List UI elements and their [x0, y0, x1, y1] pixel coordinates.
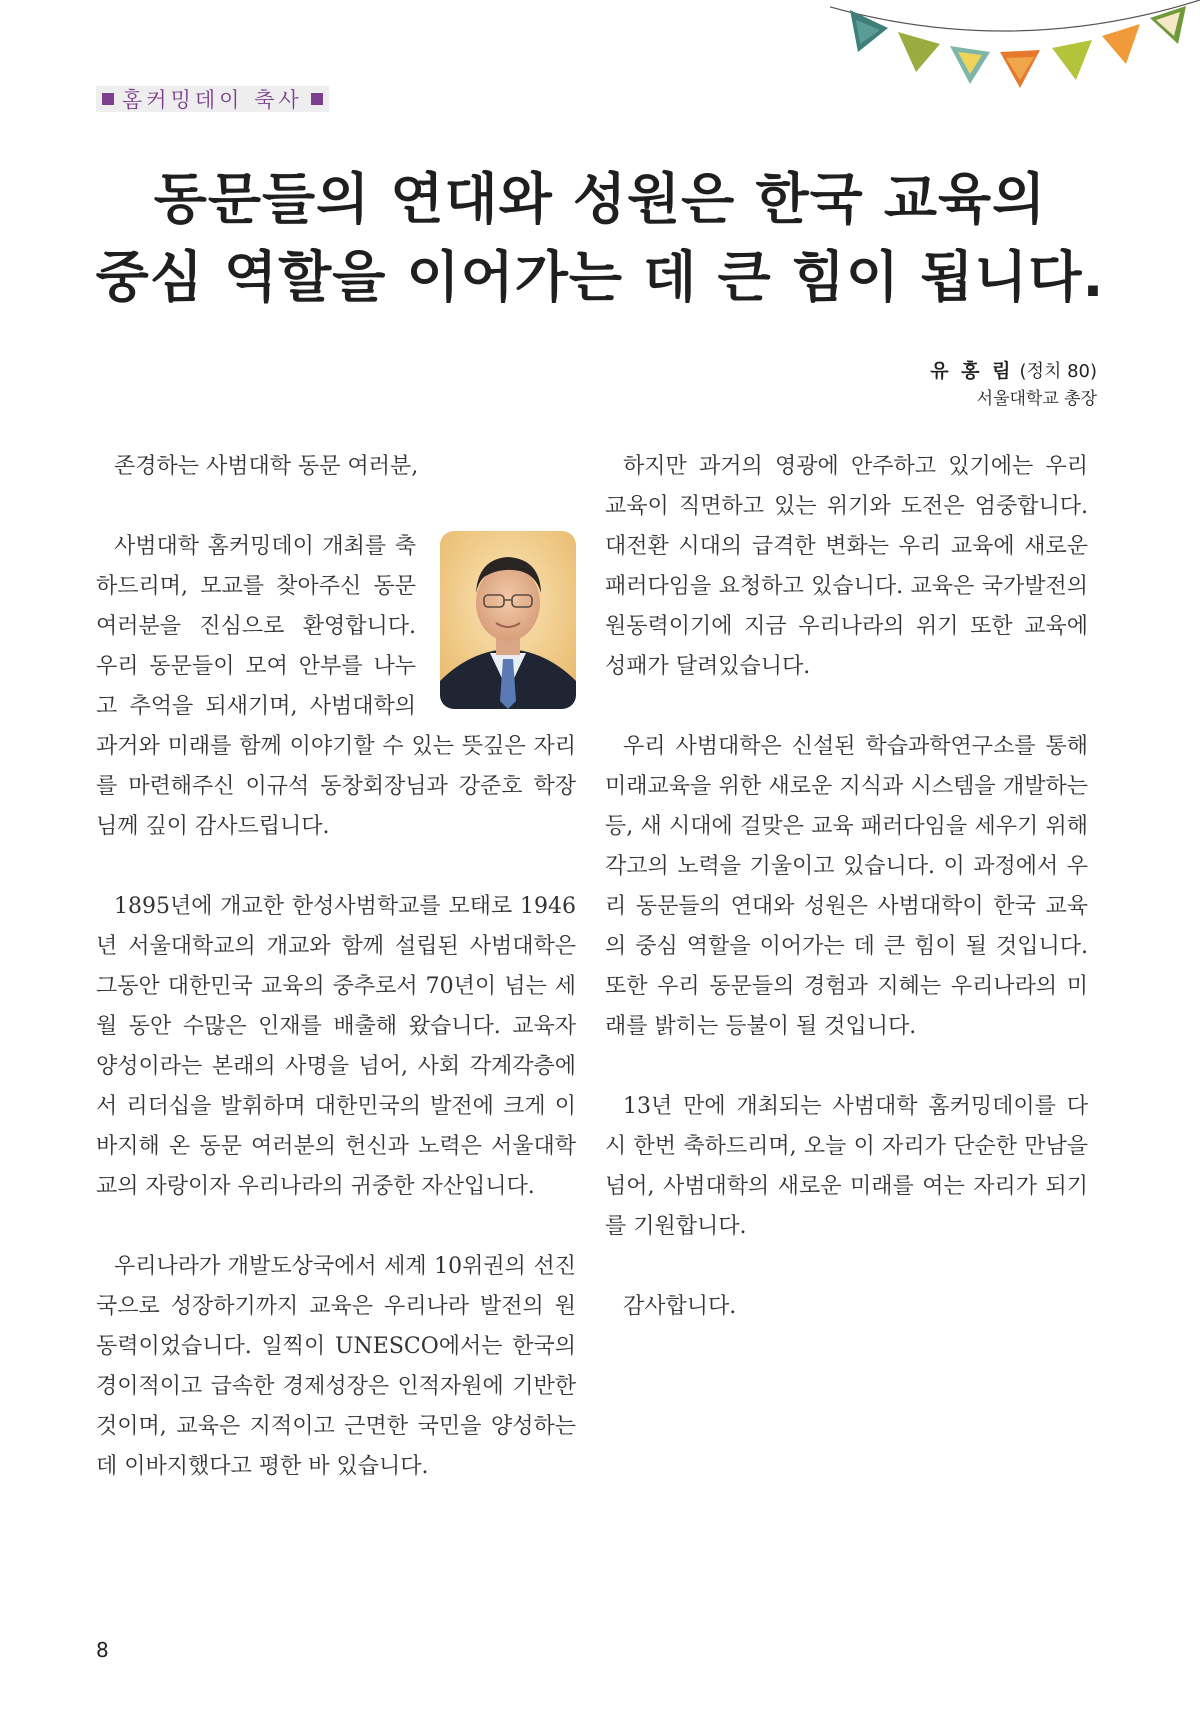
- paragraph: 우리 사범대학은 신설된 학습과학연구소를 통해 미래교육을 위한 새로운 지식과 시스템을 개발하는 등, 새 시대에 걸맞은 교육 패러다임을 세우기 위해 각고의 노력을 기울이고 있습니다. 이 과정에서 우리 동문들의 연대와 성원은 사범대학이 한국 교육의 중심 역할을 이어가는 데 큰 힘이 될 것입니다. 또한 우리 동문들의 경험과 지혜는 우리나라의 미래를 밝히는 등불이 될 것입니다.: [605, 734, 1088, 1039]
- author-name: 유 홍 림: [930, 360, 1014, 382]
- paragraph: 존경하는 사범대학 동문 여러분,: [114, 454, 419, 479]
- page-number: 8: [96, 1638, 109, 1662]
- square-bullet-icon: [311, 93, 323, 105]
- bunting-flags-icon: [830, 0, 1200, 110]
- author-affiliation: (정치 80): [1019, 361, 1097, 382]
- byline: [930, 358, 1097, 413]
- paragraph: 13년 만에 개최되는 사범대학 홈커밍데이를 다시 한번 축하드리며, 오늘 이 자리가 단순한 만남을 넘어, 사범대학의 새로운 미래를 여는 자리가 되기를 기원합니다.: [605, 1094, 1088, 1239]
- title-line-2: 중심 역할을 이어가는 데 큰 힘이 됩니다.: [95, 245, 1105, 309]
- paragraph: 감사합니다.: [623, 1294, 737, 1319]
- body-column-left: [96, 447, 576, 1487]
- paragraph: 하지만 과거의 영광에 안주하고 있기에는 우리 교육이 직면하고 있는 위기와 도전은 엄중합니다. 대전환 시대의 급격한 변화는 우리 교육에 새로운 패러다임을 요청하고 있습니다. 교육은 국가발전의 원동력이기에 지금 우리나라의 위기 또한 교육에 성패가 달려있습니다.: [605, 454, 1088, 679]
- paragraph: 사범대학 홈커밍데이 개최를 축하드리며, 모교를 찾아주신 동문 여러분을 진심으로 환영합니다. 우리 동문들이 모여 안부를 나누고 추억을 되새기며, 사범대학의 과거와 미래를 함께 이야기할 수 있는 뜻깊은 자리를 마련해주신 이규석 동창회장님과 강준호 학장님께 깊이 감사드립니다.: [96, 534, 576, 839]
- portrait-photo: [440, 531, 576, 709]
- paragraph: 우리나라가 개발도상국에서 세계 10위권의 선진국으로 성장하기까지 교육은 우리나라 발전의 원동력이었습니다. 일찍이 UNESCO에서는 한국의 경이적이고 급속한 경제성장은 인적자원에 기반한 것이며, 교육은 지적이고 근면한 국민을 양성하는 데 이바지했다고 평한 바 있습니다.: [96, 1254, 576, 1479]
- section-label: [96, 86, 329, 112]
- square-bullet-icon: [102, 93, 114, 105]
- body-column-right: [605, 447, 1088, 1327]
- page-title: [60, 160, 1140, 316]
- title-line-1: 동문들의 연대와 성원은 한국 교육의: [153, 167, 1047, 231]
- section-label-text: 홈커밍데이 축사: [122, 88, 303, 112]
- author-role: 서울대학교 총장: [976, 389, 1097, 409]
- paragraph: 1895년에 개교한 한성사범학교를 모태로 1946년 서울대학교의 개교와 함께 설립된 사범대학은 그동안 대한민국 교육의 중추로서 70년이 넘는 세월 동안 수많은 인재를 배출해 왔습니다. 교육자 양성이라는 본래의 사명을 넘어, 사회 각계각층에서 리더십을 발휘하며 대한민국의 발전에 크게 이바지해 온 동문 여러분의 헌신과 노력은 서울대학교의 자랑이자 우리나라의 귀중한 자산입니다.: [96, 894, 576, 1199]
- byline-name-line: [930, 358, 1097, 385]
